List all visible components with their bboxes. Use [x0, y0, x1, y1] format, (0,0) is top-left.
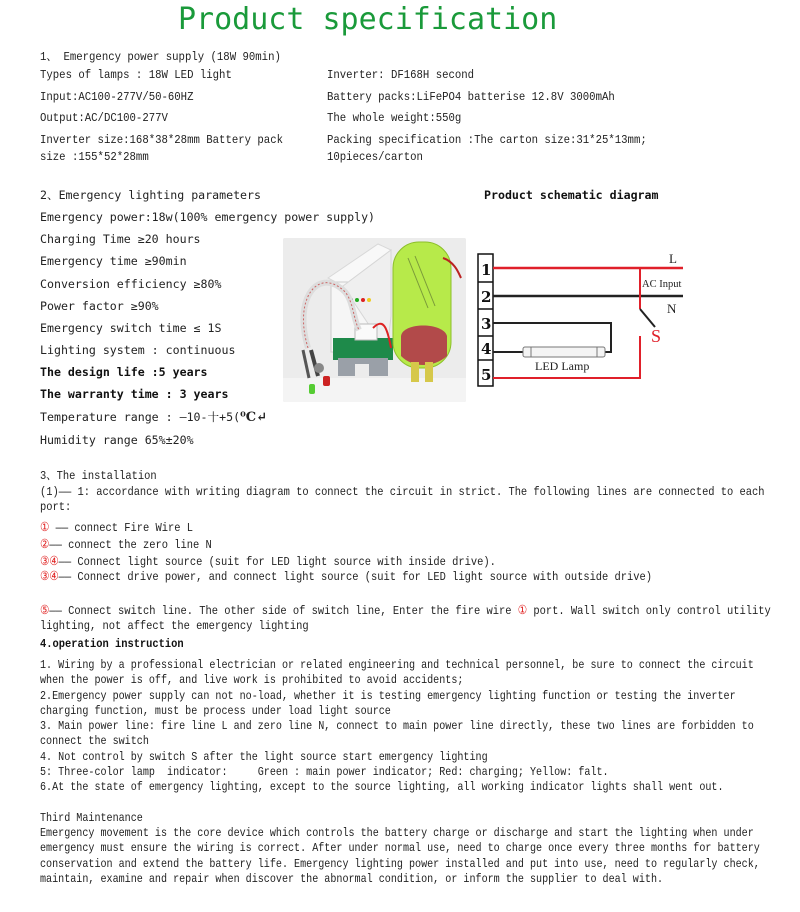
section2-heading: 2、Emergency lighting parameters [40, 188, 261, 202]
port-inline-mark-1: ① [517, 604, 528, 618]
label-n: N [667, 301, 677, 316]
maintenance-heading: Third Maintenance [40, 811, 143, 825]
port-text-5a: —— Connect switch line. The other side of switch line, Enter the fire wire [49, 604, 518, 618]
terminal-3: 3 [481, 315, 492, 333]
port-mark-5: ⑤ [40, 604, 50, 618]
schematic-diagram [475, 245, 690, 395]
spec-output: Output:AC/DC100-277V [40, 111, 168, 125]
schematic-heading: Product schematic diagram [484, 188, 659, 202]
page-title: Product specification [178, 2, 558, 37]
operation-item-2: 2.Emergency power supply can not no-load, whether it is testing emergency lighting function or testing the inverter charging function, must be process under load light source [40, 689, 736, 719]
param-humidity: Humidity range 65%±20% [40, 433, 194, 447]
install-intro: (1)—— 1: accordance with writing diagram to connect the circuit in strict. The following lines are connected to each port: [40, 485, 765, 515]
param-temperature-text: Temperature range : —10-十+5( [40, 410, 241, 424]
operation-item-5: 5: Three-color lamp indicator: Green : main power indicator; Red: charging; Yellow: falt. [40, 765, 609, 779]
port-text-34a: —— Connect light source (suit for LED light source with inside drive). [58, 555, 496, 569]
param-temperature-unit: ⁰C↵ [240, 410, 267, 425]
param-charging-time: Charging Time ≥20 hours [40, 232, 201, 246]
spec-inverter: Inverter: DF168H second [327, 68, 475, 82]
param-lighting-system: Lighting system : continuous [40, 343, 236, 357]
section4-heading: 4.operation instruction [40, 637, 184, 651]
param-temperature [40, 410, 267, 425]
operation-item-1: 1. Wiring by a professional electrician or related engineering and technical personnel, be sure to connect the circuit when the power is off, and live work is prohibited to avoid accidents; [40, 658, 754, 688]
param-warranty: The warranty time : 3 years [40, 387, 229, 401]
terminal-1: 1 [481, 261, 492, 279]
port-text-2: —— connect the zero line N [49, 538, 212, 552]
port-text-5b: port. Wall switch only control utility lighting, not affect the emergency lighting [40, 604, 771, 634]
terminal-5: 5 [481, 366, 492, 384]
terminal-2: 2 [481, 288, 492, 306]
spec-lamp-type: Types of lamps : 18W LED light [40, 68, 232, 82]
section3-heading: 3、The installation [40, 469, 157, 483]
operation-item-6: 6.At the state of emergency lighting, except to the source lighting, all working indicator lights shall went out. [40, 780, 724, 794]
param-power-factor: Power factor ≥90% [40, 299, 159, 313]
spec-packing-qty: 10pieces/carton [327, 150, 423, 164]
install-port-1 [40, 519, 193, 535]
install-port-5 [40, 604, 779, 635]
install-port-2 [40, 536, 212, 552]
spec-weight: The whole weight:550g [327, 111, 462, 125]
product-photo [283, 238, 466, 402]
port-mark-1: ① [40, 521, 50, 535]
section1-heading: 1、 Emergency power supply (18W 90min) [40, 50, 281, 64]
install-port-34-outside [40, 570, 779, 585]
spec-battery-size: size :155*52*28mm [40, 150, 149, 164]
operation-item-4: 4. Not control by switch S after the light source start emergency lighting [40, 750, 488, 764]
param-design-life: The design life :5 years [40, 365, 208, 379]
port-mark-34a: ③④ [40, 555, 59, 569]
param-switch-time: Emergency switch time ≤ 1S [40, 321, 222, 335]
install-port-34-inside [40, 553, 496, 569]
param-emergency-power: Emergency power:18w(100% emergency power supply) [40, 210, 376, 224]
terminal-4: 4 [481, 340, 492, 358]
operation-item-3: 3. Main power line: fire line L and zero line N, connect to main power line directly, these two lines are forbidden to connect the switch [40, 719, 754, 749]
port-text-34b: —— Connect drive power, and connect light source (suit for LED light source with outside drive) [58, 570, 653, 584]
ac-input-label: AC Input [642, 279, 682, 290]
param-emergency-time: Emergency time ≥90min [40, 254, 187, 268]
port-mark-2: ② [40, 538, 50, 552]
label-l: L [669, 251, 677, 266]
spec-inverter-size: Inverter size:168*38*28mm Battery pack [40, 133, 284, 147]
switch-s-label: S [651, 326, 662, 346]
param-conversion-efficiency: Conversion efficiency ≥80% [40, 277, 222, 291]
port-mark-34b: ③④ [40, 570, 59, 584]
maintenance-body: Emergency movement is the core device which controls the battery charge or discharge and start the lighting when under emergency must ensure the wiring is correct. After under normal use, need to charge once every three months for battery conservation and extend the battery life. Emergency lighting power installed and put into use, need to regularly check, maintain, examine and repair when discover the abnormal condition, or inform the supplier to deal with. [40, 826, 760, 886]
spec-input: Input:AC100-277V/50-60HZ [40, 90, 194, 104]
led-lamp-label: LED Lamp [535, 359, 590, 373]
spec-battery-packs: Battery packs:LiFePO4 batterise 12.8V 3000mAh [327, 90, 615, 104]
port-text-1: —— connect Fire Wire L [49, 521, 193, 535]
spec-packing: Packing specification :The carton size:31*25*13mm; [327, 133, 647, 147]
